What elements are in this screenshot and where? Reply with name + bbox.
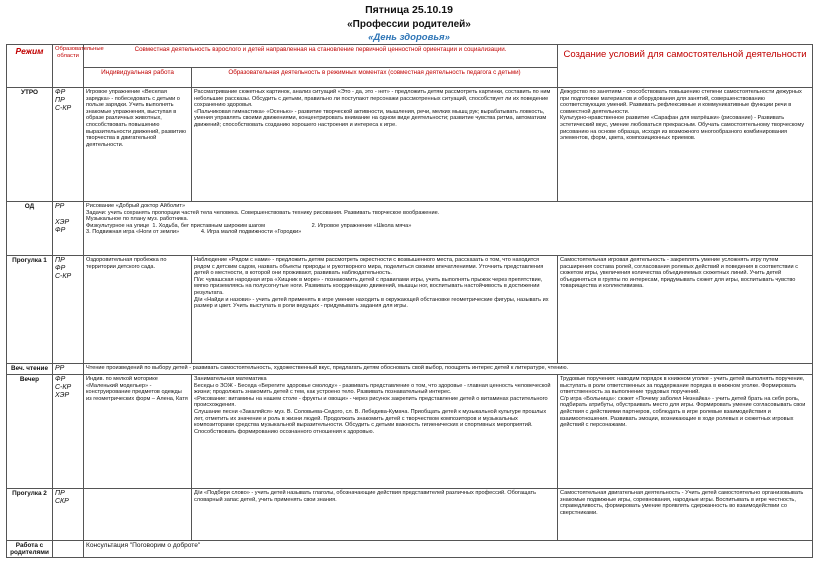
- individual-work-text: [84, 489, 192, 541]
- table-row: [7, 364, 813, 375]
- header-educational-activity: Образовательная деятельность в режимных моментах (совместная деятельность педагога с детьми): [192, 68, 558, 88]
- regime-label: Прогулка 2: [7, 489, 53, 541]
- activity-plan-text: Чтение произведений по выбору детей - развивать самостоятельность, художественный вкус, предлагать детям обосновать свой выбор, поощрять интерес детей к литературе, чтению.: [84, 364, 813, 375]
- regime-label: Работа с родителями: [7, 541, 53, 558]
- table-header-row: [7, 45, 813, 68]
- parents-work-text: Консультация "Поговорим о доброте": [84, 541, 813, 558]
- independent-activity-text: Самостоятельная двигательная деятельность - Учить детей самостоятельно организовывать знакомые подвижные игры, соревнования, народные игры. Воспитывать в игре честность, справедливость, формировать умение проявлять сдержанность во взаимодействии со сверстниками.: [558, 489, 813, 541]
- regime-label: ОД: [7, 202, 53, 256]
- independent-activity-text: Самостоятельная игровая деятельность - закреплять умение усложнять игру путем расширения состава ролей, согласования ролевых действий и поведения в соответствии с сюжетом игры, увеличения количества объединяемых сюжетных линий. Учить детей объединяться в группы по интересам, придумывать сюжет для игры, воспитывать чувство товарищества и коллективизма.: [558, 256, 813, 364]
- area-codes: ФР ПР С-КР: [53, 88, 84, 202]
- area-codes: [53, 541, 84, 558]
- activity-plan-text: Рисование «Добрый доктор Айболит» Задачи: учить сохранять пропорции частей тела человека. Совершенствовать технику рисования. Развивать творческое воображение. Музыкальное по плану муз. работника. Физкультурное на улице 1. Ходьба, бег приставным широким шагом 2. Игровое упражнение «Школа мяча» 3. Подвижная игра «Ноги от земли» 4. Игра малой подвижности «Городки»: [84, 202, 813, 256]
- independent-activity-text: Трудовые поручения: наводим порядок в книжном уголке - учить детей выполнять поручение, выступать в роли ответственных за поддержание порядка в книжном уголке. Формировать ответственность за выполнение трудовых поручений. С/р игра «Больница»: сюжет «Почему заболел Незнайка» - учить детей брать на себя роль, подбирать атрибуты, обустраивать место для игры. Формировать умение согласовывать свои действия с действиями партнеров, соблюдать в игре ролевые взаимодействия и взаимоотношения. Развивать эмоции, возникающие в ходе ролевых и сюжетных игровых действий с персонажами.: [558, 375, 813, 489]
- educational-activity-text: Занимательная математика Беседы о ЗОЖ - Беседа «Берегите здоровье смолоду» - развивать представление о том, что здоровье - главная ценность человеческой жизни; продолжать знакомить детей с тем, как устроено тело. Развивать познавательный интерес. «Рисование: витамины на нашем столе - фрукты и овощи» - через рисунок закрепить представление детей о витаминах растительного происхождения. Слушание песни «Закаляйся» муз. В. Соловьева-Седого, сл. В. Лебедева-Кумача. Приобщать детей к музыкальной культуре прошлых лет, отметить их значение и роль в жизни людей. Продолжать знакомить детей с творчеством композиторов и музыкальных композиторами средства музыкальной выразительности. Обсудить с детьми важность гигиенических и спортивных мероприятий. Способствовать формированию осознанного отношения к здоровью.: [192, 375, 558, 489]
- independent-activity-text: Дежурство по занятиям - способствовать повышению степени самостоятельности дежурных при подготовке материалов и оборудования для занятий, совершенствованию соответствующих умений. Развивать рефлексивные и коммуникативные функции речи в совместной деятельности. Культурно-нравственное развитие «Сарафан для матрёшки» (рисование) - Развивать эстетический вкус, умение любоваться прекрасным. Обучать самостоятельному творческому рисованию на основе образца, исходя из возможного многообразного комбинирования элементов, форм, цвета, композиционных приемов.: [558, 88, 813, 202]
- regime-label: Прогулка 1: [7, 256, 53, 364]
- header-individual-work: Индивидуальная работа: [84, 68, 192, 88]
- area-codes: РР ХЭР ФР: [53, 202, 84, 256]
- table-row: [7, 202, 813, 256]
- table-row: [7, 88, 813, 202]
- regime-label: Вечер: [7, 375, 53, 489]
- educational-activity-text: Д/и «Подбери слово» - учить детей называть глаголы, обозначающие действия представителей различных профессий. Обогащать словарный запас детей, учить применять свои знания.: [192, 489, 558, 541]
- table-row: [7, 375, 813, 489]
- individual-work-text: Индив. по мелкой моторике «Маленький модельер» - конструирование предметов одежды из геометрических форм – Алена, Катя: [84, 375, 192, 489]
- plan-sheet: [6, 4, 812, 558]
- header-areas: Образовательные области: [53, 45, 84, 88]
- table-row: [7, 256, 813, 364]
- week-theme-title: «Профессии родителей»: [347, 19, 471, 30]
- day-date-line: Пятница 25.10.19: [365, 4, 453, 16]
- individual-work-text: Игровое упражнение «Веселая зарядка» - побеседовать с детьми о пользе зарядки. Учить выполнять знакомые упражнения, выступая в образе различных животных, способствовать повышению выразительности движений, развитию творчества в двигательной деятельности.: [84, 88, 192, 202]
- educational-activity-text: Наблюдение «Рядом с нами» - предложить детям рассмотреть окрестности с возвышенного места, рассказать о том, что находится рядом с детским садом, назвать объекты природы и рукотворного мира, поделиться своими впечатлениями. Уточнить представления детей о местности, в которой они проживают, развивать наблюдательность. П/и: чувашская народная игра «Хищник в море» - познакомить детей с правилами игры, учить выполнять прыжок через препятствие, мягко приземляясь на полусогнутые ноги. Развивать координацию движений, мышцы ног, воспитывать настойчивость в достижении результата. Д/и «Найди и назови» - учить детей применять в игре умение находить в окружающей обстановке геометрические фигуры, называть их размер и цвет. Учить выступать в роли ведущих - придумывать задания для игры.: [192, 256, 558, 364]
- header-independent-conditions: Создание условий для самостоятельной деятельности: [558, 45, 813, 88]
- header-joint-activity: Совместная деятельность взрослого и детей направленная на становление первичной ценностной ориентации и социализации.: [84, 45, 558, 68]
- area-codes: РР: [53, 364, 84, 375]
- area-codes: ПР ФР С-КР: [53, 256, 84, 364]
- educational-activity-text: Рассматривание сюжетных картинок, анализ ситуаций «Это - да, это - нет» - предложить детям рассмотреть картинки, составить по ним небольшие рассказы. Обсудить с детьми, правильно ли поступают персонажи рассмотренных ситуаций, способствует ли их поведение сохранению здоровья. «Пальчиковая гимнастика» «Осенью» - развитие творческой активности, мышления, речи, мелких мышц рук; вырабатывать ловкость, умения управлять своими движениями, концентрировать внимание на одном виде деятельности; развитие чувства ритма, автоматизм движений; способствовать созданию хорошего настроения и интереса к игре.: [192, 88, 558, 202]
- area-codes: ПР СКР: [53, 489, 84, 541]
- area-codes: ФР С-КР ХЭР: [53, 375, 84, 489]
- table-row: [7, 489, 813, 541]
- individual-work-text: Оздоровительная пробежка по территории детского сада.: [84, 256, 192, 364]
- table-row: [7, 541, 813, 558]
- header-regime: Режим: [7, 45, 53, 88]
- regime-label: УТРО: [7, 88, 53, 202]
- regime-label: Веч. чтение: [7, 364, 53, 375]
- day-theme: «День здоровья»: [368, 32, 450, 43]
- plan-table: [6, 44, 813, 558]
